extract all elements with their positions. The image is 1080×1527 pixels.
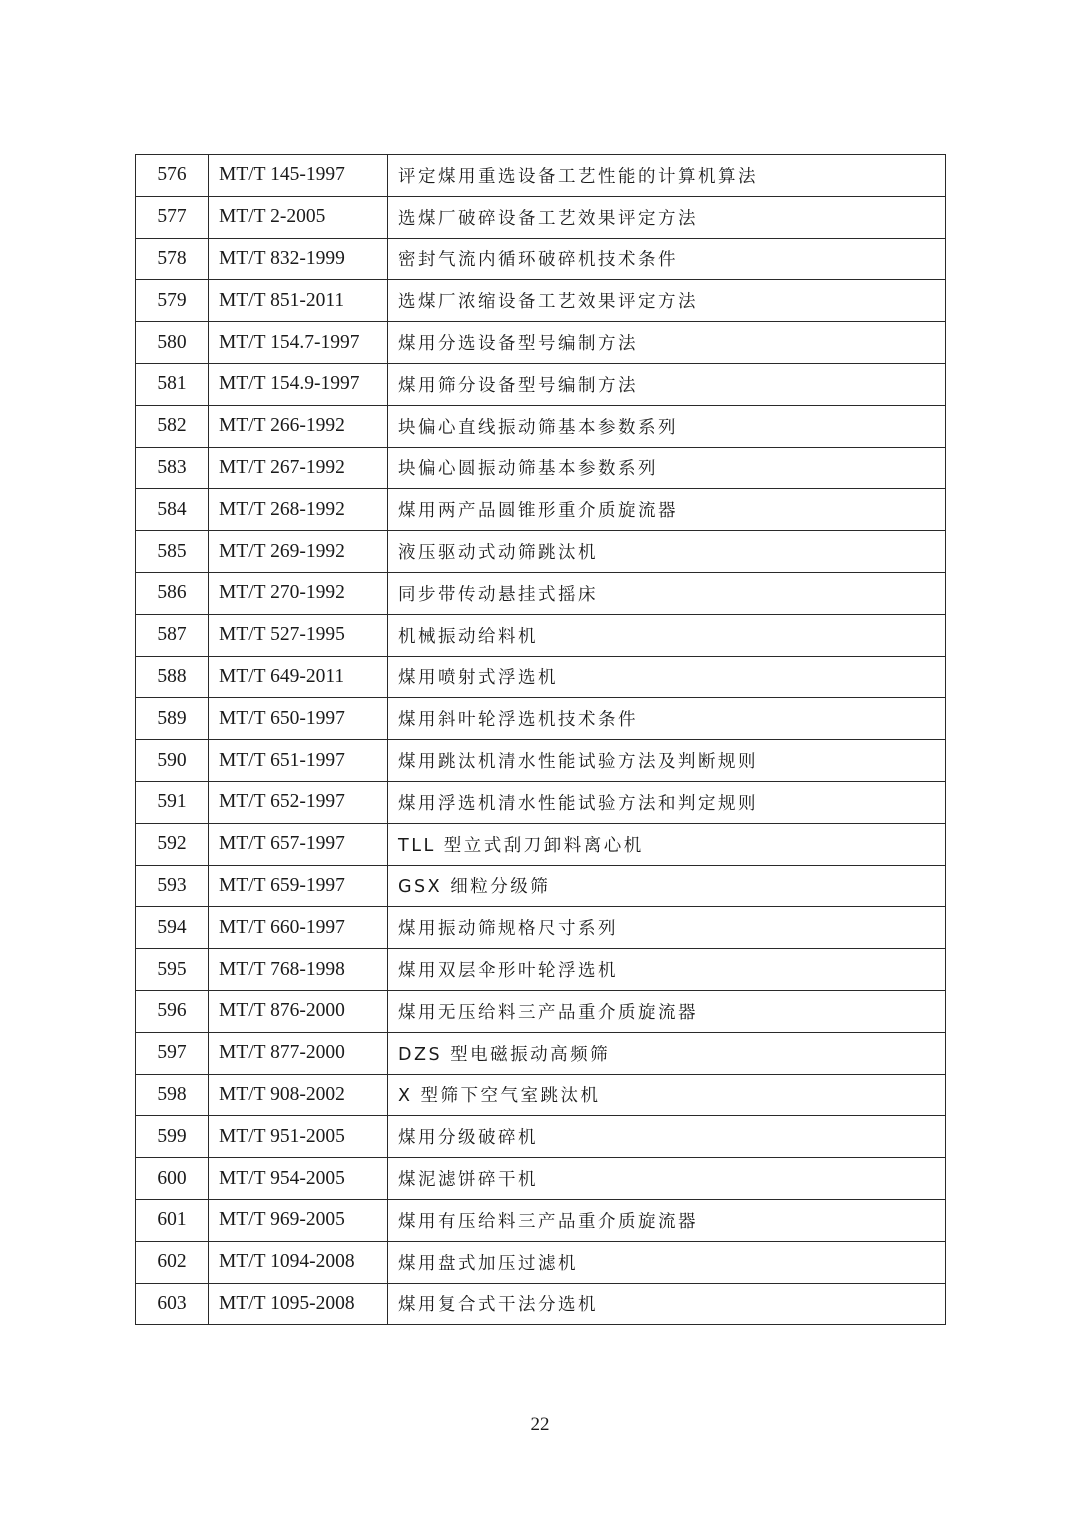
- table-row: [136, 322, 946, 364]
- standard-code-cell: MT/T 657-1997: [209, 823, 388, 865]
- row-number-cell: 588: [136, 656, 209, 698]
- table-row: [136, 1199, 946, 1241]
- standard-title-cell: 煤用两产品圆锥形重介质旋流器: [388, 489, 946, 531]
- standard-code-cell: MT/T 267-1992: [209, 447, 388, 489]
- row-number-cell: 595: [136, 949, 209, 991]
- standard-title-cell: 评定煤用重选设备工艺性能的计算机算法: [388, 155, 946, 197]
- row-number-cell: 583: [136, 447, 209, 489]
- standard-title-cell: 液压驱动式动筛跳汰机: [388, 531, 946, 573]
- row-number-cell: 585: [136, 531, 209, 573]
- table-row: [136, 447, 946, 489]
- standard-title-cell: 煤用斜叶轮浮选机技术条件: [388, 698, 946, 740]
- standard-code-cell: MT/T 652-1997: [209, 781, 388, 823]
- row-number-cell: 600: [136, 1158, 209, 1200]
- table-row: [136, 1241, 946, 1283]
- standard-title-cell: 煤用跳汰机清水性能试验方法及判断规则: [388, 740, 946, 782]
- standard-title-cell: 密封气流内循环破碎机技术条件: [388, 238, 946, 280]
- standard-code-cell: MT/T 154.7-1997: [209, 322, 388, 364]
- row-number-cell: 582: [136, 405, 209, 447]
- table-row: [136, 990, 946, 1032]
- row-number-cell: 581: [136, 363, 209, 405]
- standard-code-cell: MT/T 659-1997: [209, 865, 388, 907]
- standard-code-cell: MT/T 649-2011: [209, 656, 388, 698]
- table-row: [136, 949, 946, 991]
- row-number-cell: 587: [136, 614, 209, 656]
- row-number-cell: 599: [136, 1116, 209, 1158]
- standard-code-cell: MT/T 969-2005: [209, 1199, 388, 1241]
- row-number-cell: 577: [136, 196, 209, 238]
- row-number-cell: 593: [136, 865, 209, 907]
- table-row: [136, 363, 946, 405]
- standard-title-cell: 煤用双层伞形叶轮浮选机: [388, 949, 946, 991]
- standard-title-cell: 煤用浮选机清水性能试验方法和判定规则: [388, 781, 946, 823]
- standard-title-cell: DZS 型电磁振动高频筛: [388, 1032, 946, 1074]
- row-number-cell: 591: [136, 781, 209, 823]
- row-number-cell: 590: [136, 740, 209, 782]
- standard-code-cell: MT/T 876-2000: [209, 990, 388, 1032]
- standard-code-cell: MT/T 877-2000: [209, 1032, 388, 1074]
- table-row: [136, 698, 946, 740]
- standard-title-cell: 同步带传动悬挂式摇床: [388, 572, 946, 614]
- row-number-cell: 592: [136, 823, 209, 865]
- table-row: [136, 238, 946, 280]
- table-row: [136, 405, 946, 447]
- table-row: [136, 907, 946, 949]
- standard-title-cell: 选煤厂破碎设备工艺效果评定方法: [388, 196, 946, 238]
- standard-title-cell: 块偏心圆振动筛基本参数系列: [388, 447, 946, 489]
- table-row: [136, 614, 946, 656]
- table-row: [136, 781, 946, 823]
- row-number-cell: 578: [136, 238, 209, 280]
- standard-title-cell: 煤用盘式加压过滤机: [388, 1241, 946, 1283]
- standard-code-cell: MT/T 954-2005: [209, 1158, 388, 1200]
- standard-title-cell: 煤用分级破碎机: [388, 1116, 946, 1158]
- standard-title-cell: 煤用复合式干法分选机: [388, 1283, 946, 1325]
- page-number: 22: [530, 1414, 550, 1435]
- table-row: [136, 656, 946, 698]
- standard-title-cell: TLL 型立式刮刀卸料离心机: [388, 823, 946, 865]
- table-row: [136, 572, 946, 614]
- standard-code-cell: MT/T 266-1992: [209, 405, 388, 447]
- standard-title-cell: GSX 细粒分级筛: [388, 865, 946, 907]
- standard-code-cell: MT/T 270-1992: [209, 572, 388, 614]
- table-row: [136, 196, 946, 238]
- row-number-cell: 576: [136, 155, 209, 197]
- table-row: [136, 531, 946, 573]
- standard-code-cell: MT/T 268-1992: [209, 489, 388, 531]
- standard-title-cell: 块偏心直线振动筛基本参数系列: [388, 405, 946, 447]
- standard-code-cell: MT/T 908-2002: [209, 1074, 388, 1116]
- table-row: [136, 489, 946, 531]
- standard-code-cell: MT/T 1095-2008: [209, 1283, 388, 1325]
- table-row: [136, 823, 946, 865]
- standard-code-cell: MT/T 651-1997: [209, 740, 388, 782]
- standard-code-cell: MT/T 527-1995: [209, 614, 388, 656]
- row-number-cell: 603: [136, 1283, 209, 1325]
- row-number-cell: 584: [136, 489, 209, 531]
- standard-code-cell: MT/T 154.9-1997: [209, 363, 388, 405]
- row-number-cell: 601: [136, 1199, 209, 1241]
- row-number-cell: 594: [136, 907, 209, 949]
- standard-code-cell: MT/T 2-2005: [209, 196, 388, 238]
- table-body: [136, 155, 946, 1325]
- standard-title-cell: 煤用喷射式浮选机: [388, 656, 946, 698]
- table-row: [136, 740, 946, 782]
- standard-code-cell: MT/T 145-1997: [209, 155, 388, 197]
- standard-code-cell: MT/T 832-1999: [209, 238, 388, 280]
- standard-title-cell: 煤用有压给料三产品重介质旋流器: [388, 1199, 946, 1241]
- standard-code-cell: MT/T 269-1992: [209, 531, 388, 573]
- standard-title-cell: X 型筛下空气室跳汰机: [388, 1074, 946, 1116]
- table-row: [136, 1074, 946, 1116]
- row-number-cell: 597: [136, 1032, 209, 1074]
- standard-code-cell: MT/T 650-1997: [209, 698, 388, 740]
- table-row: [136, 1158, 946, 1200]
- standard-code-cell: MT/T 851-2011: [209, 280, 388, 322]
- standard-code-cell: MT/T 951-2005: [209, 1116, 388, 1158]
- standard-title-cell: 煤用筛分设备型号编制方法: [388, 363, 946, 405]
- standard-title-cell: 选煤厂浓缩设备工艺效果评定方法: [388, 280, 946, 322]
- table-row: [136, 155, 946, 197]
- standard-title-cell: 煤用振动筛规格尺寸系列: [388, 907, 946, 949]
- table-row: [136, 280, 946, 322]
- row-number-cell: 586: [136, 572, 209, 614]
- row-number-cell: 596: [136, 990, 209, 1032]
- row-number-cell: 602: [136, 1241, 209, 1283]
- row-number-cell: 579: [136, 280, 209, 322]
- standard-code-cell: MT/T 660-1997: [209, 907, 388, 949]
- standard-title-cell: 煤用分选设备型号编制方法: [388, 322, 946, 364]
- standard-title-cell: 煤用无压给料三产品重介质旋流器: [388, 990, 946, 1032]
- standards-table: [135, 154, 946, 1325]
- row-number-cell: 598: [136, 1074, 209, 1116]
- row-number-cell: 580: [136, 322, 209, 364]
- table-row: [136, 865, 946, 907]
- standard-code-cell: MT/T 1094-2008: [209, 1241, 388, 1283]
- table-row: [136, 1283, 946, 1325]
- row-number-cell: 589: [136, 698, 209, 740]
- table-row: [136, 1116, 946, 1158]
- standard-title-cell: 机械振动给料机: [388, 614, 946, 656]
- table-row: [136, 1032, 946, 1074]
- standard-title-cell: 煤泥滤饼碎干机: [388, 1158, 946, 1200]
- standard-code-cell: MT/T 768-1998: [209, 949, 388, 991]
